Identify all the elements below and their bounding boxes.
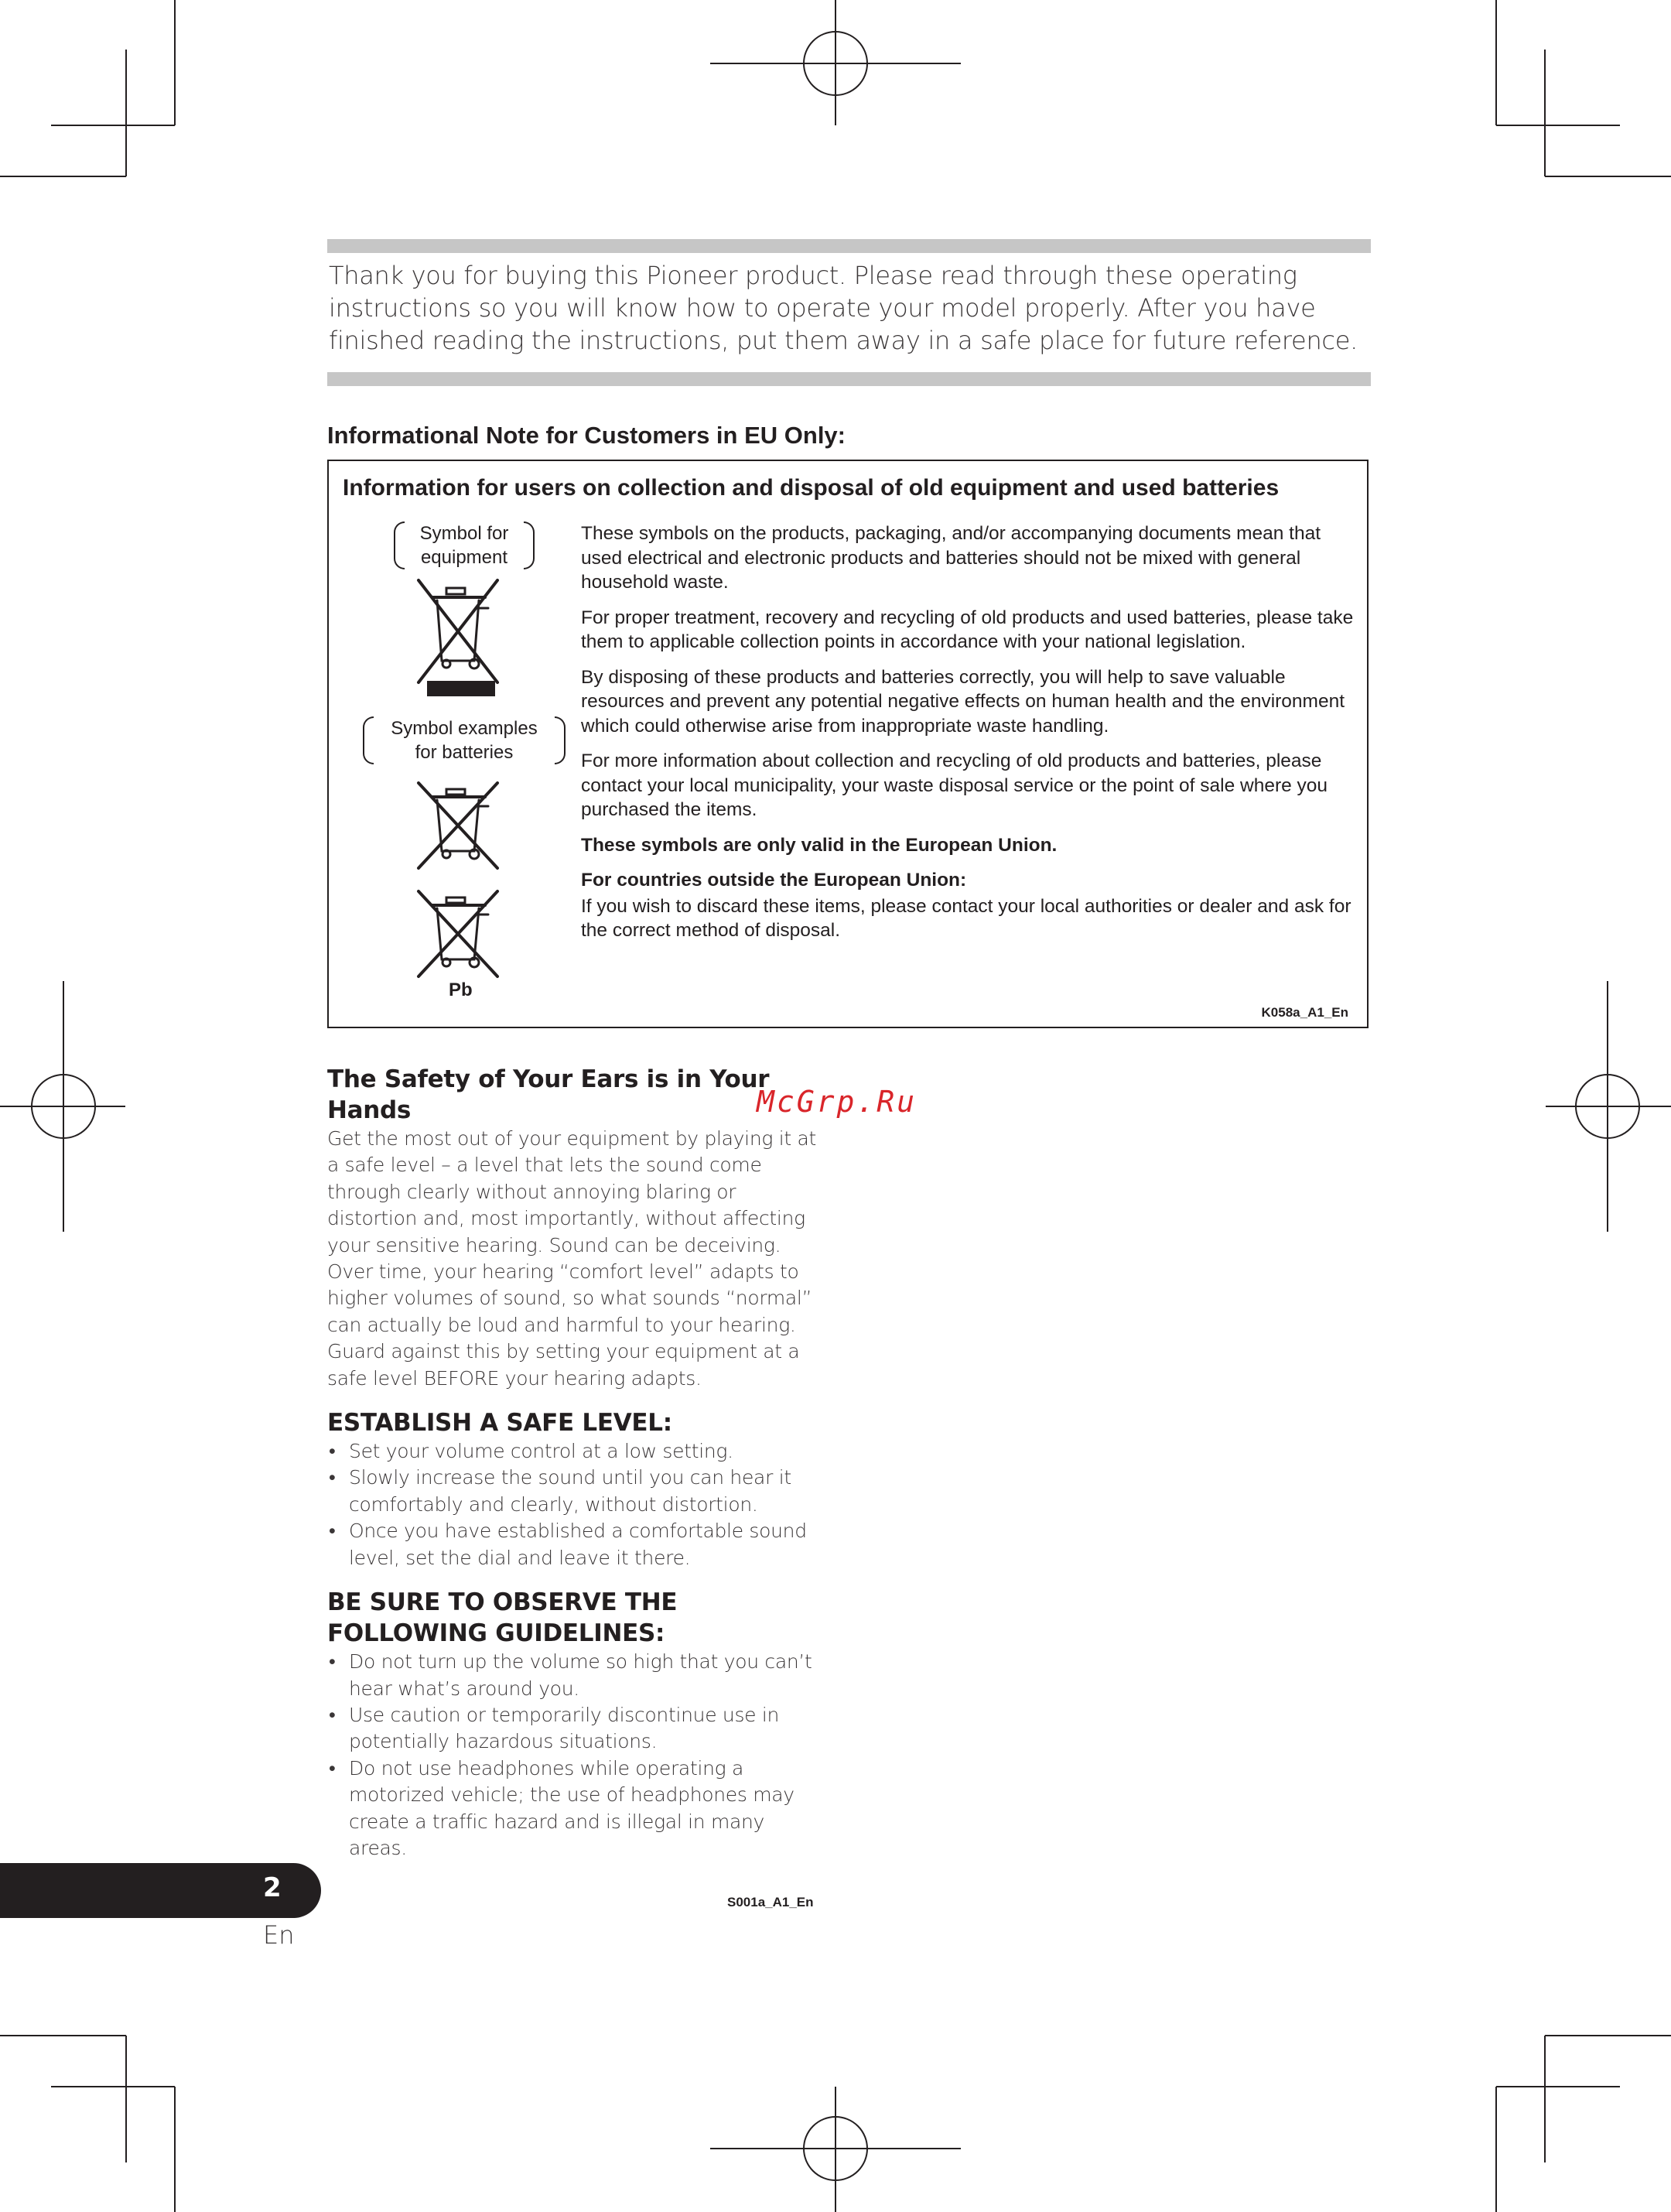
equipment-black-bar <box>427 681 495 696</box>
guidelines-heading: BE SURE TO OBSERVE THE FOLLOWING GUIDELINES: <box>327 1588 678 1648</box>
list-item: • Do not use headphones while operating a motorized vehicle; the use of headphones may create a traffic hazard and is illegal in many areas. <box>327 1756 822 1862</box>
disposal-paragraph: For proper treatment, recovery and recycling of old products and used batteries, please take them to applicable collection points in accordance with your national legislation. <box>581 607 1354 652</box>
disposal-text <box>581 521 1355 954</box>
eu-note-heading: Informational Note for Customers in EU Only: <box>327 422 846 449</box>
page-language: En <box>263 1920 295 1950</box>
ear-safety-body: Get the most out of your equipment by playing it at a safe level – a level that lets the sound come through clearly without annoying blaring or distortion and, most importantly, without affecting your sensitive hearing. Sound can be deceiving. Over time, your hearing “comfort level” adapts to higher volumes of sound, so what sounds “normal” can actually be loud and harmful to your hearing. Guard against this by setting your equipment at a safe level BEFORE your hearing adapts. <box>327 1127 817 1390</box>
ear-safety-title: The Safety of Your Ears is in Your Hands <box>327 1065 770 1124</box>
pb-label: Pb <box>449 980 473 1000</box>
outside-eu-heading: For countries outside the European Union: <box>581 870 967 891</box>
disposal-box-title: Information for users on collection and disposal of old equipment and used batteries <box>343 475 1280 501</box>
bottom-divider-band <box>327 372 1371 386</box>
disposal-paragraph: These symbols on the products, packaging, and/or accompanying documents mean that used electrical and electronic products and batteries should not be mixed with general household waste. <box>581 523 1321 593</box>
disposal-paragraph: By disposing of these products and batteries correctly, you will help to save valuable resources and prevent any potential negative effects on human health and the environment which could otherwise arise from inappropriate waste handling. <box>581 666 1345 737</box>
list-item: • Use caution or temporarily discontinue use in potentially hazardous situations. <box>327 1702 822 1756</box>
symbol-batteries-label: Symbol examples for batteries <box>378 716 550 764</box>
list-item: • Do not turn up the volume so high that you can’t hear what’s around you. <box>327 1649 822 1702</box>
disposal-paragraph: For more information about collection and recycling of old products and batteries, please contact your local municipality, your waste disposal service or the point of sale where you purchased the items. <box>581 750 1328 820</box>
intro-paragraph: Thank you for buying this Pioneer product. Please read through these operating instructions so you will know how to operate your model properly. After you have finished reading the instructions, put them away in a safe place for future reference. <box>329 261 1358 355</box>
section-document-code: S001a_A1_En <box>727 1895 814 1909</box>
page-number: 2 <box>263 1872 282 1903</box>
list-item: • Set your volume control at a low setting. <box>327 1438 822 1465</box>
symbol-equipment-label: Symbol for equipment <box>409 521 519 569</box>
crossed-bin-equipment-icon <box>415 577 501 685</box>
outside-eu-text: If you wish to discard these items, please contact your local authorities or dealer and ask for the correct method of disposal. <box>581 895 1351 941</box>
guidelines-list <box>327 1649 822 1862</box>
list-item: • Slowly increase the sound until you can hear it comfortably and clearly, without distortion. <box>327 1465 822 1518</box>
top-divider-band <box>327 239 1371 253</box>
list-item: • Once you have established a comfortable sound level, set the dial and leave it there. <box>327 1518 822 1571</box>
disposal-info-box <box>327 460 1369 1028</box>
safe-level-heading: ESTABLISH A SAFE LEVEL: <box>327 1409 672 1438</box>
crossed-bin-battery-pb-icon <box>415 888 501 980</box>
box-document-code: K058a_A1_En <box>1261 1005 1348 1020</box>
ear-safety-section <box>327 1064 822 1862</box>
crossed-bin-battery-icon <box>415 780 501 871</box>
watermark: McGrp.Ru <box>757 1085 918 1119</box>
safe-level-list <box>327 1438 822 1571</box>
eu-only-note: These symbols are only valid in the European Union. <box>581 834 1058 856</box>
